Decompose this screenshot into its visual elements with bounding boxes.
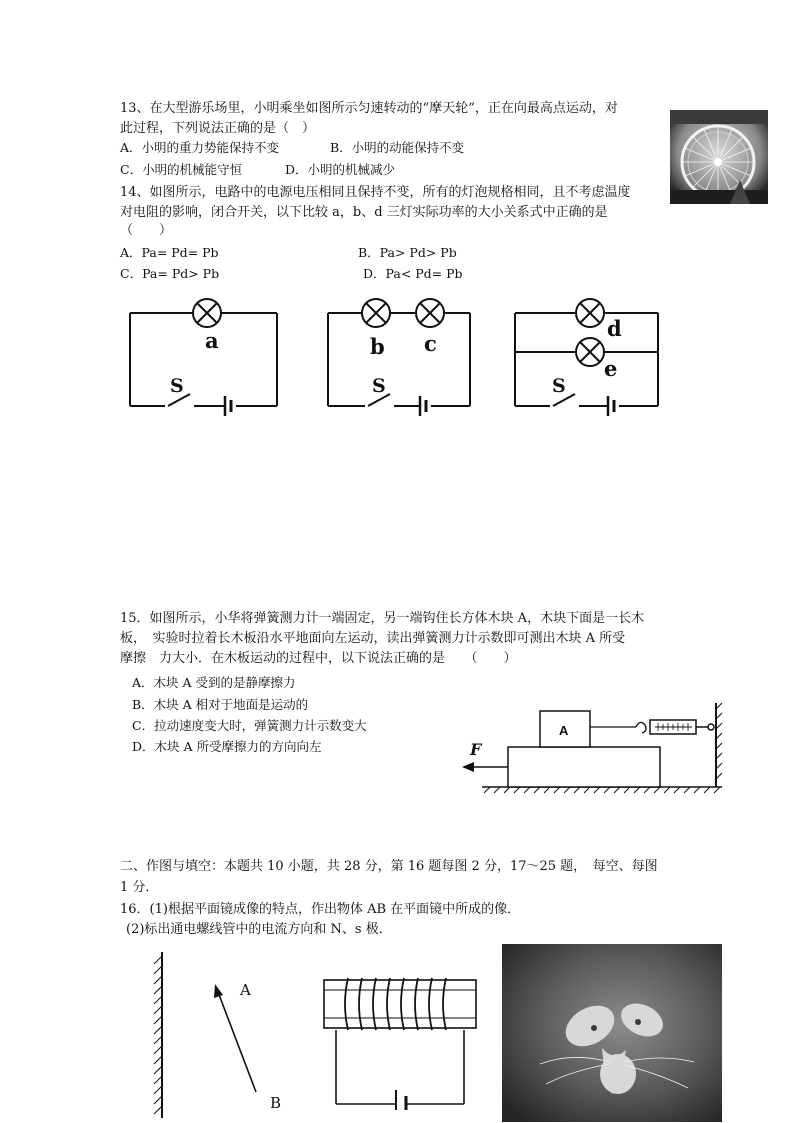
q15-line1: 15．如图所示，小华将弹簧测力计一端固定，另一端钩住长方体木块 A，木块下面是一长木 xyxy=(120,611,645,626)
force-arrow-icon xyxy=(462,762,474,772)
q16-line1: 16．(1)根据平面镜成像的特点，作出物体 AB 在平面镜中所成的像． xyxy=(120,902,521,917)
label-force-f: F xyxy=(470,740,482,759)
q13-option-b: B．小明的动能保持不变 xyxy=(330,140,465,155)
label-lamp-b: b xyxy=(370,334,385,359)
q13-option-a: A．小明的重力势能保持不变 xyxy=(120,140,280,155)
q15-option-d: D．木块 A 所受摩擦力的方向向左 xyxy=(132,739,322,754)
spring-scale-icon xyxy=(650,720,714,734)
q15-line3: 摩擦 力大小．在木板运动的过程中，以下说法正确的是 （ ） xyxy=(120,651,517,666)
lamp-e-icon xyxy=(576,338,604,366)
label-switch-1: S xyxy=(170,375,184,397)
object-ab-arrowhead-icon xyxy=(214,984,223,998)
q14-line3: （ ） xyxy=(120,223,173,238)
object-ab xyxy=(218,992,256,1092)
q15-option-c: C．拉动速度变大时，弹簧测力计示数变大 xyxy=(132,718,367,733)
section2-line2: 1 分． xyxy=(120,880,159,895)
q14-option-a: A．Pa= Pd= Pb xyxy=(120,245,219,260)
lamp-a-icon xyxy=(193,299,221,327)
label-b: B xyxy=(270,1094,282,1112)
circuit-3 xyxy=(515,299,658,416)
q13-option-c: C．小明的机械能守恒 xyxy=(120,162,243,177)
solenoid-figure xyxy=(318,970,486,1110)
lamp-d-icon xyxy=(576,299,604,327)
q14-option-c: C．Pa= Pd> Pb xyxy=(120,266,220,281)
circuit-1 xyxy=(130,299,277,416)
plane-mirror-figure xyxy=(150,948,300,1120)
label-switch-2: S xyxy=(372,375,386,397)
q14-line1: 14、如图所示，电路中的电源电压相同且保持不变，所有的灯泡规格相同，且不考虑温度 xyxy=(120,185,631,200)
label-lamp-d: d xyxy=(607,316,622,341)
q15-line2: 板， 实验时拉着长木板沿水平地面向左运动，读出弹簧测力计示数即可测出木块 A 所受 xyxy=(120,631,626,646)
q13-line2: 此过程，下列说法正确的是（ ） xyxy=(120,121,316,136)
ferris-wheel-photo xyxy=(670,110,768,204)
circuit-diagrams xyxy=(110,290,680,430)
cat-photo xyxy=(502,944,722,1122)
battery-icon xyxy=(396,1090,406,1110)
label-lamp-e: e xyxy=(604,356,618,381)
q13-option-d: D．小明的机械减少 xyxy=(285,162,396,177)
q14-line2: 对电阻的影响，闭合开关，以下比较 a，b、d 三灯实际功率的大小关系式中正确的是 xyxy=(120,205,608,220)
label-switch-3: S xyxy=(552,375,566,397)
q14-option-b: B．Pa> Pd> Pb xyxy=(358,245,457,260)
lamp-b-icon xyxy=(362,299,390,327)
long-board xyxy=(508,747,660,787)
label-lamp-c: c xyxy=(424,331,437,356)
q16-line2: (2)标出通电螺线管中的电流方向和 N、s 极． xyxy=(126,922,392,937)
lamp-c-icon xyxy=(416,299,444,327)
section2-line1: 二、作图与填空：本题共 10 小题，共 28 分，第 16 题每图 2 分，17～25 题， 每空、每图 xyxy=(120,859,658,874)
label-a: A xyxy=(240,981,251,999)
q15-option-b: B．木块 A 相对于地面是运动的 xyxy=(132,697,309,712)
q13-line1: 13、在大型游乐场里，小明乘坐如图所示匀速转动的“摩天轮”，正在向最高点运动，对 xyxy=(120,101,618,116)
friction-experiment-figure xyxy=(460,695,726,795)
label-lamp-a: a xyxy=(205,328,219,353)
q15-option-a: A．木块 A 受到的是静摩擦力 xyxy=(132,675,296,690)
label-block-a: A xyxy=(559,723,569,738)
q14-option-d: D．Pa< Pd= Pb xyxy=(363,266,463,281)
circuit-2 xyxy=(328,299,470,416)
